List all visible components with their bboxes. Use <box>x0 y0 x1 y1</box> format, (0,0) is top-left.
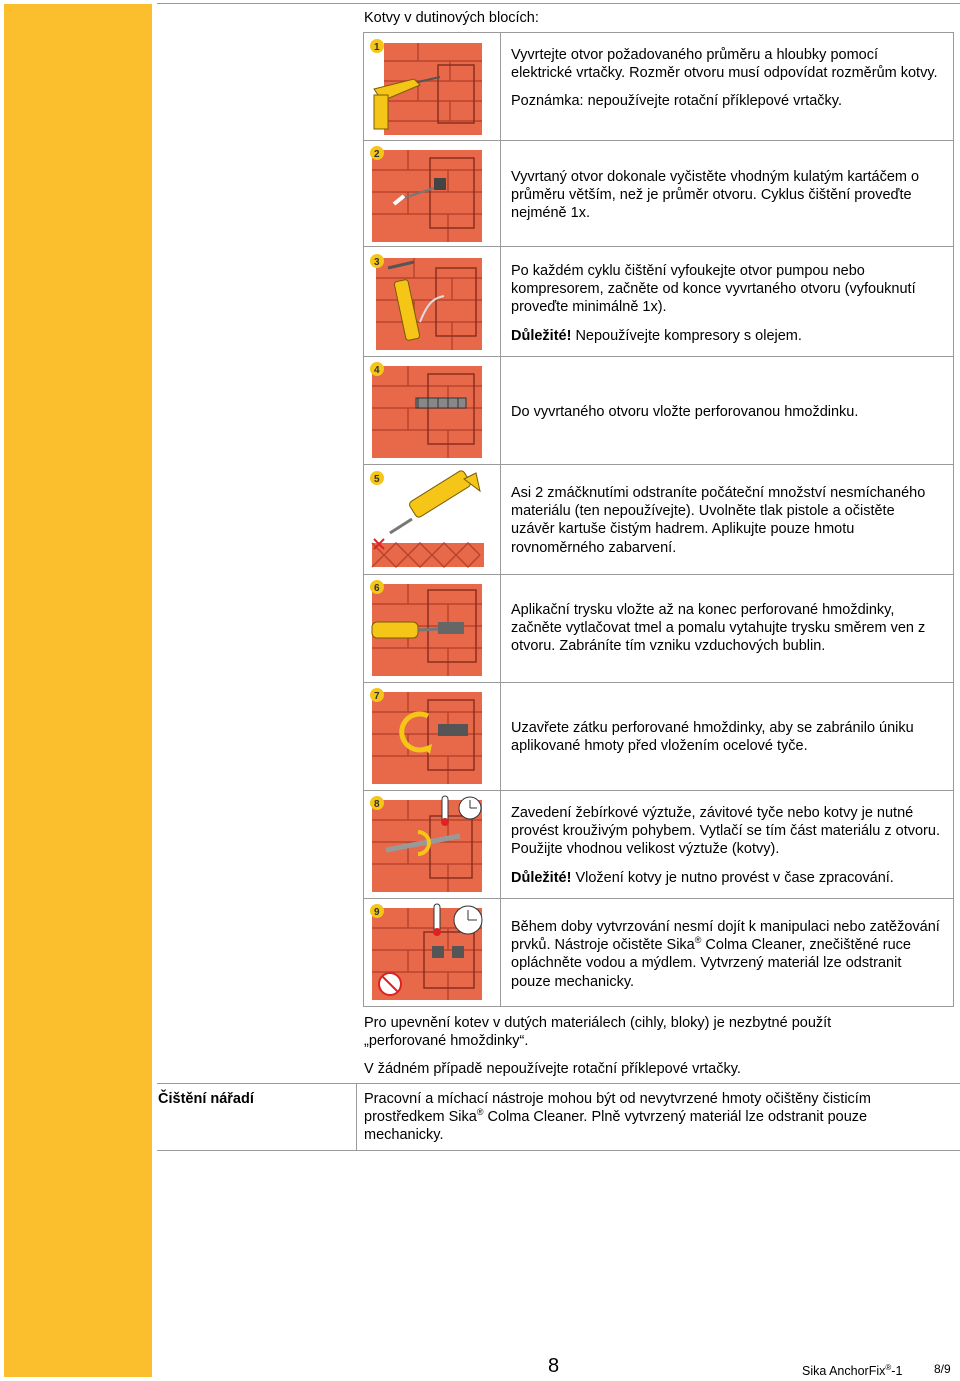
step-8-badge: 8 <box>374 799 380 810</box>
step-6-illustration <box>368 578 488 678</box>
important-text: Vložení kotvy je nutno provést v čase zpracování. <box>571 869 894 886</box>
step-paragraph: Aplikační trysku vložte až na konec perforované hmoždinky, začněte vytlačovat tmel a pomalu vytahujte trysku směrem ven z otvoru. Zabráníte tím vzniku vzduchových bublin. <box>511 602 926 655</box>
top-rule <box>157 3 960 4</box>
step-9-badge: 9 <box>374 907 380 918</box>
step-grid-line <box>363 1006 953 1007</box>
step-paragraph: Vyvrtejte otvor požadovaného průměru a hloubky pomocí elektrické vrtačky. Rozměr otvoru musí odpovídat rozměrům kotvy. <box>511 47 938 82</box>
step-paragraph <box>511 918 941 991</box>
step-grid-mid <box>500 32 501 1007</box>
step-8-text <box>511 804 941 887</box>
step-4-illustration <box>368 360 488 460</box>
important-label: Důležité! <box>511 869 572 886</box>
cleaning-text <box>364 1090 924 1145</box>
rule-after-note <box>157 1083 960 1084</box>
step-2-badge: 2 <box>374 149 380 160</box>
cleaning-text-a: Pracovní a míchací nástroje mohou být od nevytvrzené hmoty očištěny čisticím prostředkem Sika <box>364 1091 871 1126</box>
note-no-rotary-hammer: V žádném případě nepoužívejte rotační příklepové vrtačky. <box>364 1061 741 1078</box>
step-grid-right <box>953 32 954 1007</box>
step-9-text-a: Během doby vytvrzování nesmí dojít k manipulaci nebo zatěžování prvků. Nástroje očistěte Sika <box>511 919 940 954</box>
step-5-text <box>511 484 941 557</box>
step-4-badge: 4 <box>374 365 380 376</box>
important-label: Důležité! <box>511 327 572 344</box>
step-6-text <box>511 601 941 656</box>
step-grid-line <box>363 790 953 791</box>
step-paragraph: Do vyvrtaného otvoru vložte perforovanou hmoždinku. <box>511 404 859 420</box>
step-paragraph: Vyvrtaný otvor dokonale vyčistěte vhodným kulatým kartáčem o průměru větším, než je průměr otvoru. Cyklus čištění proveďte nejméně 1x. <box>511 169 920 222</box>
step-3-badge: 3 <box>374 257 380 268</box>
step-3-illustration <box>368 252 488 352</box>
step-8-illustration <box>368 794 488 894</box>
step-2-illustration <box>368 144 488 244</box>
cleaning-text-b: Colma Cleaner. Plně vytvrzený materiál lze odstranit pouze mechanicky. <box>364 1109 868 1144</box>
step-grid-line <box>363 574 953 575</box>
step-paragraph: Uzavřete zátku perforované hmoždinky, aby se zabránilo úniku aplikované hmoty před vložením ocelové tyče. <box>511 720 914 755</box>
step-paragraph: Po každém cyklu čištění vyfoukejte otvor pumpou nebo kompresorem, začněte od konce vyvrtaného otvoru (vyfouknutí proveďte minimálně 1x). <box>511 263 916 316</box>
registered-mark: ® <box>885 1362 892 1372</box>
cleaning-label: Čištění nářadí <box>158 1091 254 1107</box>
side-stripe <box>4 4 152 1377</box>
step-grid-line <box>363 246 953 247</box>
step-4-text <box>511 403 941 421</box>
step-important <box>511 869 941 887</box>
step-5-illustration <box>368 469 488 569</box>
rule-bottom <box>157 1150 960 1151</box>
step-paragraph: Poznámka: nepoužívejte rotační příklepové vrtačky. <box>511 93 842 110</box>
registered-mark: ® <box>476 1107 484 1118</box>
step-7-illustration <box>368 686 488 786</box>
step-5-badge: 5 <box>374 474 380 485</box>
notes <box>364 1014 904 1079</box>
step-grid-line <box>363 682 953 683</box>
step-9-illustration <box>368 902 488 1002</box>
step-paragraph: Zavedení žebírkové výztuže, závitové tyče nebo kotvy je nutné provést krouživým pohybem. Vytlačí se tím část materiálu z otvoru. Použijte vhodnou velikost výztuže (kotvy). <box>511 805 940 858</box>
step-7-badge: 7 <box>374 691 380 702</box>
step-2-text <box>511 168 941 223</box>
page-number: 8 <box>548 1355 560 1377</box>
section-title: Kotvy v dutinových blocích: <box>364 10 539 26</box>
step-important <box>511 327 941 345</box>
step-1-illustration <box>368 37 488 137</box>
step-9-text-b: Colma Cleaner, znečištěné ruce opláchněte vodou a mýdlem. Vytvrzený materiál lze odstranit pouze mechanicky. <box>511 937 911 990</box>
step-6-badge: 6 <box>374 583 380 594</box>
important-text: Nepoužívejte kompresory s olejem. <box>571 327 802 344</box>
step-9-text <box>511 918 941 991</box>
product-name: Sika AnchorFix®-1 <box>802 1362 903 1378</box>
step-paragraph: Asi 2 zmáčknutími odstraníte počáteční množství nesmíchaného materiálu (ten nepoužívejte). Uvolněte tlak pistole a očistěte uzávěr kartuše čistým hadrem. Aplikujte pouze hmotu rovnoměrného zabarvení. <box>511 485 926 556</box>
step-grid-line <box>363 464 953 465</box>
step-grid-line <box>363 140 953 141</box>
step-grid-line <box>363 32 953 33</box>
step-grid-line <box>363 898 953 899</box>
cleaning-col-divider <box>356 1084 357 1150</box>
step-3-text <box>511 262 941 345</box>
note-perforated-sleeves: Pro upevnění kotev v dutých materiálech (cihly, bloky) je nezbytné použít „perforované hmoždinky“. <box>364 1015 832 1050</box>
registered-mark: ® <box>694 935 702 946</box>
page-of-total: 8/9 <box>934 1362 951 1376</box>
step-7-text <box>511 719 941 755</box>
step-1-badge: 1 <box>374 42 380 53</box>
step-grid-line <box>363 356 953 357</box>
step-1-text <box>511 46 941 111</box>
step-grid-left <box>363 32 364 1007</box>
